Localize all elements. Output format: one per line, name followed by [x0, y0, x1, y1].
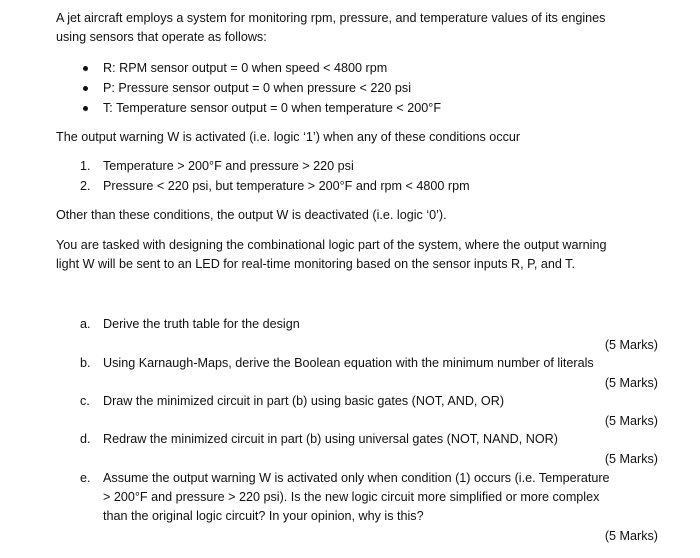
question-a-marks: (5 Marks) — [604, 338, 658, 352]
question-a-text: Derive the truth table for the design — [103, 317, 300, 331]
condition-1: Temperature > 200°F and pressure > 220 psi — [103, 159, 354, 173]
condition-number: 2. — [80, 179, 91, 193]
sensor-p: P: Pressure sensor output = 0 when pressure < 220 psi — [103, 81, 412, 95]
bullet-marker — [83, 86, 88, 91]
condition-number: 1. — [80, 159, 91, 173]
question-c-text: Draw the minimized circuit in part (b) using basic gates (NOT, AND, OR) — [103, 394, 505, 408]
question-e-text-3: than the original logic circuit? In your opinion, why is this? — [103, 509, 424, 523]
question-letter: b. — [80, 356, 91, 370]
question-e-marks: (5 Marks) — [604, 529, 658, 543]
task-line-1: You are tasked with designing the combinational logic part of the system, where the output warning — [56, 238, 607, 252]
sensor-r: R: RPM sensor output = 0 when speed < 4800 rpm — [103, 61, 388, 75]
warning-intro: The output warning W is activated (i.e. logic ‘1’) when any of these conditions occur — [56, 130, 521, 144]
condition-2: Pressure < 220 psi, but temperature > 200°F and rpm < 4800 rpm — [103, 179, 470, 193]
bullet-marker — [83, 66, 88, 71]
question-letter: e. — [80, 471, 91, 485]
intro-line-1: A jet aircraft employs a system for monitoring rpm, pressure, and temperature values of its engines — [56, 11, 606, 25]
sensor-t: T: Temperature sensor output = 0 when temperature < 200°F — [103, 101, 442, 115]
task-line-2: light W will be sent to an LED for real-time monitoring based on the sensor inputs R, P, and T. — [56, 257, 575, 271]
question-letter: d. — [80, 432, 91, 446]
question-e-text-1: Assume the output warning W is activated only when condition (1) occurs (i.e. Temperature — [103, 471, 610, 485]
bullet-marker — [83, 106, 88, 111]
question-letter: c. — [80, 394, 90, 408]
question-e-text-2: > 200°F and pressure > 220 psi). Is the new logic circuit more simplified or more complex — [103, 490, 600, 504]
question-d-text: Redraw the minimized circuit in part (b) using universal gates (NOT, NAND, NOR) — [103, 432, 558, 446]
question-b-text: Using Karnaugh-Maps, derive the Boolean equation with the minimum number of literals — [103, 356, 594, 370]
intro-line-2: using sensors that operate as follows: — [56, 30, 267, 44]
question-c-marks: (5 Marks) — [604, 414, 658, 428]
question-letter: a. — [80, 317, 91, 331]
otherwise-text: Other than these conditions, the output W is deactivated (i.e. logic ‘0’). — [56, 208, 447, 222]
question-b-marks: (5 Marks) — [604, 376, 658, 390]
question-d-marks: (5 Marks) — [604, 452, 658, 466]
